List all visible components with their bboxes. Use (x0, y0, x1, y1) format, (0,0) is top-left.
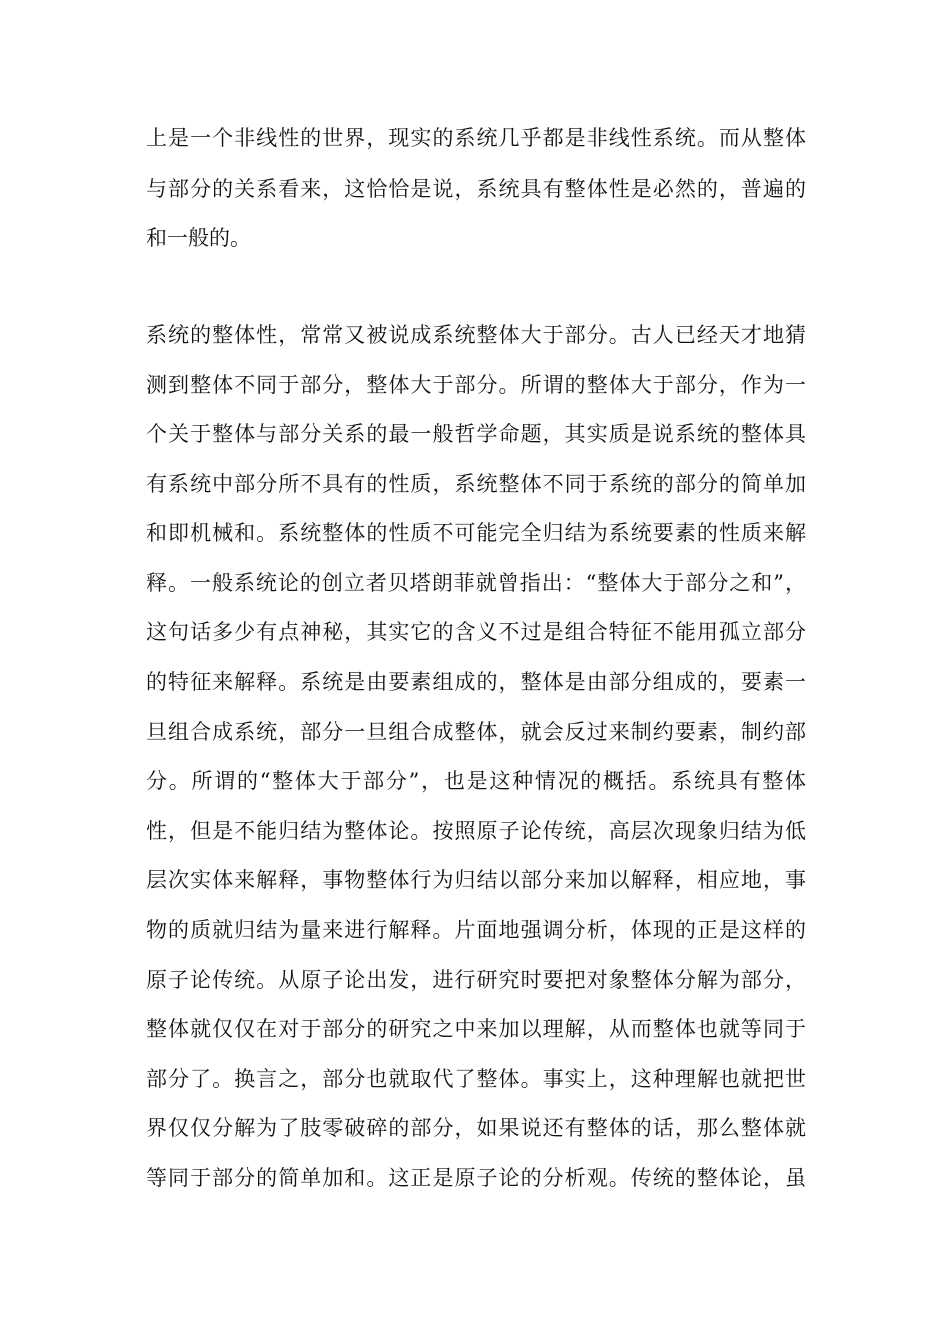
text-line: 和一般的。 (146, 226, 251, 250)
text-line: 整体就仅仅在对于部分的研究之中来加以理解，从而整体也就等同于 (146, 1017, 806, 1041)
text-line: 分。所谓的“整体大于部分”，也是这种情况的概括。系统具有整体 (146, 769, 806, 793)
text-line: 原子论传统。从原子论出发，进行研究时要把对象整体分解为部分， (146, 968, 806, 992)
text-line: 层次实体来解释，事物整体行为归结以部分来加以解释，相应地，事 (146, 868, 806, 892)
text-line: 系统的整体性，常常又被说成系统整体大于部分。古人已经天才地猜 (146, 323, 806, 347)
text-line: 性，但是不能归结为整体论。按照原子论传统，高层次现象归结为低 (146, 819, 806, 843)
text-line: 旦组合成系统，部分一旦组合成整体，就会反过来制约要素，制约部 (146, 720, 806, 744)
text-line: 等同于部分的简单加和。这正是原子论的分析观。传统的整体论，虽 (146, 1166, 806, 1190)
text-line: 的特征来解释。系统是由要素组成的，整体是由部分组成的，要素一 (146, 670, 806, 694)
text-line: 部分了。换言之，部分也就取代了整体。事实上，这种理解也就把世 (146, 1067, 806, 1091)
text-line: 物的质就归结为量来进行解释。片面地强调分析，体现的正是这样的 (146, 918, 806, 942)
text-line: 个关于整体与部分关系的最一般哲学命题，其实质是说系统的整体具 (146, 422, 806, 446)
text-line: 上是一个非线性的世界，现实的系统几乎都是非线性系统。而从整体 (146, 126, 806, 150)
text-line: 与部分的关系看来，这恰恰是说，系统具有整体性是必然的，普遍的 (146, 177, 806, 201)
text-line: 界仅仅分解为了肢零破碎的部分，如果说还有整体的话，那么整体就 (146, 1116, 806, 1140)
text-line: 和即机械和。系统整体的性质不可能完全归结为系统要素的性质来解 (146, 521, 806, 545)
text-line: 有系统中部分所不具有的性质，系统整体不同于系统的部分的简单加 (146, 472, 806, 496)
text-line: 测到整体不同于部分，整体大于部分。所谓的整体大于部分，作为一 (146, 373, 806, 397)
text-line: 释。一般系统论的创立者贝塔朗菲就曾指出：“整体大于部分之和”， (146, 571, 806, 595)
text-line: 这句话多少有点神秘，其实它的含义不过是组合特征不能用孤立部分 (146, 620, 806, 644)
